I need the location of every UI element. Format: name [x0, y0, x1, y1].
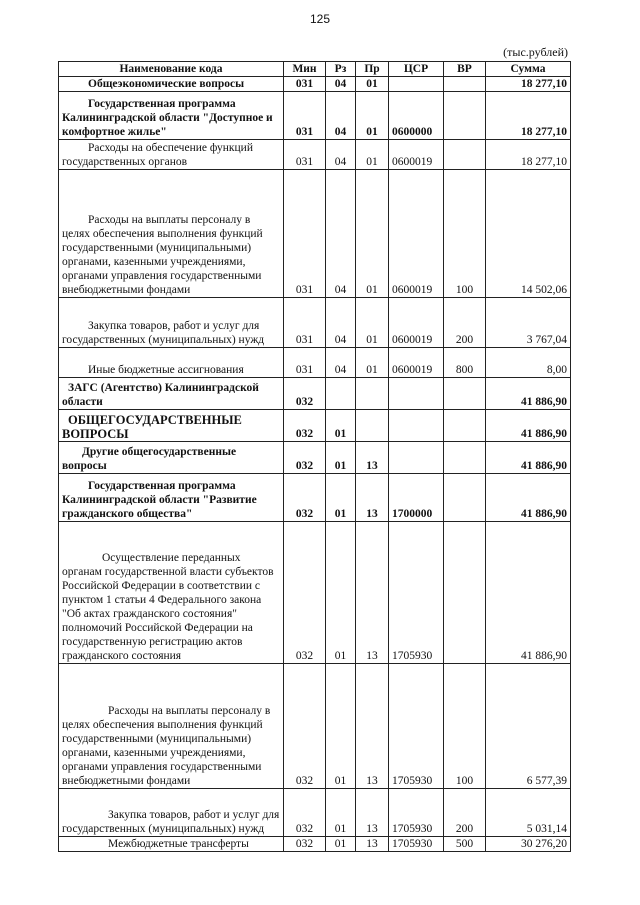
row-rz: 04: [326, 348, 356, 378]
row-csr: [389, 410, 444, 442]
col-header-vr: ВР: [444, 62, 486, 77]
row-pr: 13: [356, 474, 389, 522]
row-vr: [444, 140, 486, 170]
row-csr: 1700000: [389, 474, 444, 522]
row-csr: 0600019: [389, 298, 444, 348]
row-min: 032: [284, 522, 326, 664]
table-row: [59, 789, 571, 837]
row-sum: 30 276,20: [486, 837, 571, 852]
row-pr: 01: [356, 348, 389, 378]
table-row: [59, 410, 571, 442]
table-row: [59, 837, 571, 852]
row-vr: 200: [444, 298, 486, 348]
row-csr: 1705930: [389, 664, 444, 789]
row-name: Расходы на обеспечение функций государственных органов: [59, 140, 284, 170]
row-vr: 100: [444, 664, 486, 789]
row-sum: 41 886,90: [486, 442, 571, 474]
row-rz: 01: [326, 442, 356, 474]
row-name: Осуществление переданных органам государственной власти субъектов Российской Федерации в соответствии с пунктом 1 статьи 4 Федерального закона "Об актах гражданского состояния" полномочий Российской Федерации на государственную регистрацию актов гражданского состояния: [59, 522, 284, 664]
row-rz: 04: [326, 77, 356, 92]
row-csr: 0600019: [389, 140, 444, 170]
row-min: 032: [284, 474, 326, 522]
row-min: 032: [284, 664, 326, 789]
table-row: [59, 474, 571, 522]
row-min: 031: [284, 348, 326, 378]
row-vr: [444, 442, 486, 474]
row-name: Закупка товаров, работ и услуг для государственных (муниципальных) нужд: [59, 298, 284, 348]
row-rz: 01: [326, 522, 356, 664]
row-pr: 01: [356, 298, 389, 348]
table-row: [59, 664, 571, 789]
row-sum: 18 277,10: [486, 92, 571, 140]
table-row: [59, 348, 571, 378]
row-pr: 13: [356, 837, 389, 852]
row-pr: 13: [356, 522, 389, 664]
table-header-row: [59, 62, 571, 77]
units-label: (тыс.рублей): [503, 45, 568, 59]
row-min: 032: [284, 410, 326, 442]
row-rz: 01: [326, 789, 356, 837]
row-pr: 13: [356, 789, 389, 837]
row-vr: 200: [444, 789, 486, 837]
row-sum: 5 031,14: [486, 789, 571, 837]
row-csr: 0600000: [389, 92, 444, 140]
table-row: [59, 378, 571, 410]
row-csr: 1705930: [389, 837, 444, 852]
col-header-pr: Пр: [356, 62, 389, 77]
row-pr: 01: [356, 170, 389, 298]
row-name: Другие общегосударственные вопросы: [59, 442, 284, 474]
row-sum: 41 886,90: [486, 474, 571, 522]
row-pr: [356, 410, 389, 442]
row-vr: 100: [444, 170, 486, 298]
row-name: Расходы на выплаты персоналу в целях обеспечения выполнения функций государственными (муниципальными) органами, казенными учреждениями, органами управления государственными внебюджетными фондами: [59, 170, 284, 298]
row-rz: 01: [326, 410, 356, 442]
table-row: [59, 92, 571, 140]
row-vr: 800: [444, 348, 486, 378]
row-name: Закупка товаров, работ и услуг для государственных (муниципальных) нужд: [59, 789, 284, 837]
row-name: ЗАГС (Агентство) Калининградской области: [59, 378, 284, 410]
row-pr: 13: [356, 442, 389, 474]
row-sum: 41 886,90: [486, 522, 571, 664]
row-rz: 04: [326, 140, 356, 170]
row-name: Государственная программа Калининградской области "Доступное и комфортное жилье": [59, 92, 284, 140]
row-sum: 18 277,10: [486, 77, 571, 92]
col-header-rz: Рз: [326, 62, 356, 77]
row-vr: [444, 522, 486, 664]
row-pr: 13: [356, 664, 389, 789]
table-row: [59, 442, 571, 474]
row-rz: 01: [326, 664, 356, 789]
row-csr: [389, 378, 444, 410]
row-sum: 6 577,39: [486, 664, 571, 789]
row-pr: 01: [356, 77, 389, 92]
row-pr: [356, 378, 389, 410]
row-min: 031: [284, 92, 326, 140]
row-vr: [444, 77, 486, 92]
row-name: Иные бюджетные ассигнования: [59, 348, 284, 378]
row-csr: 1705930: [389, 789, 444, 837]
row-csr: 0600019: [389, 170, 444, 298]
page-number: 125: [309, 12, 331, 26]
row-rz: 04: [326, 298, 356, 348]
row-rz: 01: [326, 837, 356, 852]
row-csr: 0600019: [389, 348, 444, 378]
row-rz: 01: [326, 474, 356, 522]
table-row: [59, 140, 571, 170]
row-vr: [444, 410, 486, 442]
row-min: 032: [284, 442, 326, 474]
table-row: [59, 170, 571, 298]
row-name: Государственная программа Калининградской области "Развитие гражданского общества": [59, 474, 284, 522]
row-csr: 1705930: [389, 522, 444, 664]
budget-table: [58, 61, 571, 852]
row-min: 031: [284, 77, 326, 92]
col-header-name: Наименование кода: [59, 62, 284, 77]
col-header-csr: ЦСР: [389, 62, 444, 77]
row-pr: 01: [356, 140, 389, 170]
row-name: Межбюджетные трансферты: [59, 837, 284, 852]
row-rz: [326, 378, 356, 410]
row-vr: [444, 474, 486, 522]
row-csr: [389, 77, 444, 92]
row-name: Общеэкономические вопросы: [59, 77, 284, 92]
row-vr: [444, 378, 486, 410]
row-min: 032: [284, 837, 326, 852]
row-sum: 3 767,04: [486, 298, 571, 348]
row-csr: [389, 442, 444, 474]
table-row: [59, 522, 571, 664]
row-rz: 04: [326, 170, 356, 298]
row-min: 032: [284, 789, 326, 837]
col-header-min: Мин: [284, 62, 326, 77]
table-row: [59, 298, 571, 348]
row-name: Расходы на выплаты персоналу в целях обеспечения выполнения функций государственными (муниципальными) органами, казенными учреждениями, органами управления государственными внебюджетными фондами: [59, 664, 284, 789]
col-header-sum: Сумма: [486, 62, 571, 77]
row-rz: 04: [326, 92, 356, 140]
row-min: 031: [284, 140, 326, 170]
row-sum: 18 277,10: [486, 140, 571, 170]
row-sum: 8,00: [486, 348, 571, 378]
table-row: [59, 77, 571, 92]
row-min: 032: [284, 378, 326, 410]
row-vr: [444, 92, 486, 140]
row-sum: 14 502,06: [486, 170, 571, 298]
row-name: ОБЩЕГОСУДАРСТВЕННЫЕ ВОПРОСЫ: [59, 410, 284, 442]
row-sum: 41 886,90: [486, 410, 571, 442]
row-min: 031: [284, 298, 326, 348]
row-pr: 01: [356, 92, 389, 140]
row-sum: 41 886,90: [486, 378, 571, 410]
row-vr: 500: [444, 837, 486, 852]
row-min: 031: [284, 170, 326, 298]
